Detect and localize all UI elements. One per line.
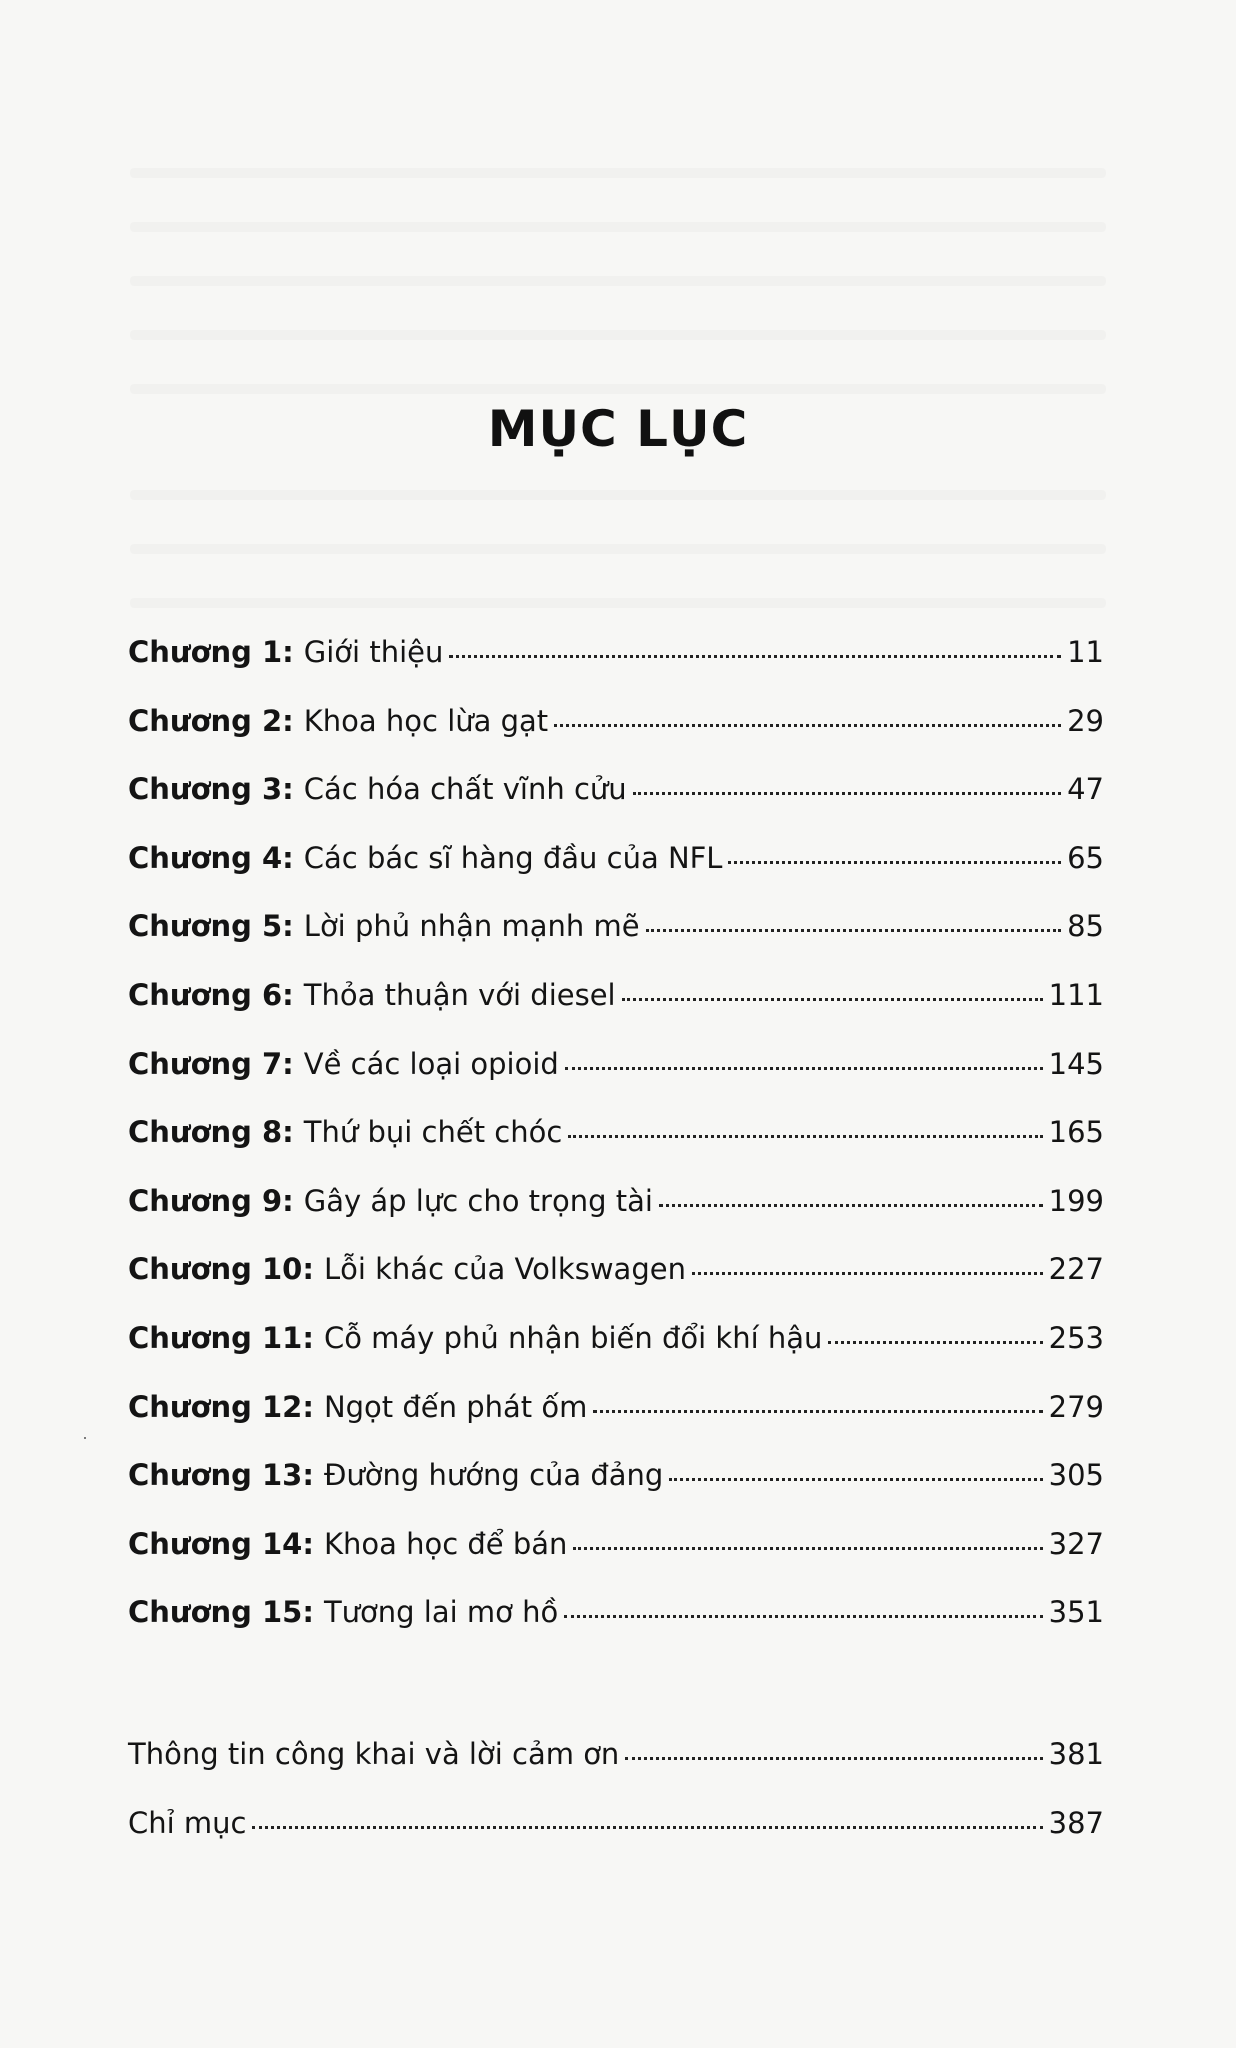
dot-leader (646, 929, 1062, 932)
page-number: 253 (1048, 1320, 1104, 1355)
bleed-through-line (130, 598, 1106, 608)
page-number: 85 (1067, 909, 1104, 944)
table-of-contents (128, 635, 1104, 1667)
bleed-through-line (130, 384, 1106, 394)
toc-entry[interactable] (128, 635, 1104, 707)
chapter-label: Chương 14: (128, 1526, 314, 1561)
page-number: 227 (1048, 1252, 1104, 1287)
chapter-label: Chương 2: (128, 703, 294, 738)
toc-entry[interactable] (128, 703, 1104, 776)
chapter-title: Gây áp lực cho trọng tài (303, 1183, 653, 1218)
dot-leader (449, 655, 1061, 658)
chapter-title: Cỗ máy phủ nhận biến đổi khí hậu (323, 1320, 823, 1355)
bleed-through-line (130, 330, 1106, 340)
toc-entry[interactable] (128, 772, 1104, 844)
dot-leader (593, 1410, 1042, 1413)
chapter-label: Chương 6: (128, 977, 294, 1012)
chapter-title: Thỏa thuận với diesel (303, 977, 616, 1012)
page-number: 387 (1048, 1805, 1104, 1840)
bleed-through-line (130, 222, 1106, 232)
dot-leader (564, 1615, 1042, 1618)
toc-entry[interactable] (128, 1389, 1104, 1462)
chapter-title: Các hóa chất vĩnh cửu (303, 772, 627, 807)
toc-entry[interactable] (128, 1595, 1104, 1667)
chapter-label: Chương 1: (128, 635, 294, 669)
page-number: 29 (1067, 703, 1104, 738)
dot-leader (554, 724, 1061, 727)
page-number: 305 (1048, 1458, 1104, 1493)
chapter-title: Ngọt đến phát ốm (323, 1389, 588, 1424)
chapter-label: Chương 9: (128, 1183, 294, 1218)
dot-leader (622, 998, 1043, 1001)
chapter-title: Đường hướng của đảng (323, 1458, 664, 1493)
dot-leader (573, 1547, 1042, 1550)
section-title: Chỉ mục (128, 1805, 247, 1840)
toc-entry[interactable] (128, 840, 1104, 913)
page-number: 111 (1048, 977, 1104, 1012)
dot-leader (692, 1272, 1043, 1275)
chapter-label: Chương 8: (128, 1115, 294, 1150)
toc-entry[interactable] (128, 1526, 1104, 1599)
toc-entry[interactable] (128, 1805, 1104, 1878)
page-number: 65 (1067, 840, 1104, 875)
chapter-title: Khoa học lừa gạt (303, 703, 549, 738)
bleed-through-line (130, 276, 1106, 286)
chapter-title: Tương lai mơ hồ (323, 1595, 559, 1630)
page-number: 165 (1048, 1115, 1104, 1150)
page-number: 327 (1048, 1526, 1104, 1561)
toc-entry[interactable] (128, 1458, 1104, 1530)
bleed-through-line (130, 168, 1106, 178)
chapter-label: Chương 3: (128, 772, 294, 807)
chapter-title: Về các loại opioid (303, 1046, 559, 1081)
chapter-label: Chương 15: (128, 1595, 314, 1630)
dot-leader (252, 1826, 1042, 1829)
chapter-label: Chương 12: (128, 1389, 314, 1424)
dot-leader (633, 792, 1061, 795)
back-matter-list (128, 1737, 1104, 1877)
page-number: 279 (1048, 1389, 1104, 1424)
chapter-label: Chương 10: (128, 1252, 314, 1287)
page-title: MỤC LỤC (487, 400, 749, 458)
toc-entry[interactable] (128, 1046, 1104, 1119)
chapter-title: Lỗi khác của Volkswagen (323, 1252, 686, 1287)
page-number: 47 (1067, 772, 1104, 807)
toc-entry[interactable] (128, 1320, 1104, 1393)
toc-entry[interactable] (128, 1115, 1104, 1187)
chapter-label: Chương 4: (128, 840, 294, 875)
page-number: 11 (1067, 635, 1104, 669)
toc-entry[interactable] (128, 1252, 1104, 1324)
chapter-label: Chương 7: (128, 1046, 294, 1081)
page-number: 351 (1048, 1595, 1104, 1630)
page-number: 145 (1048, 1046, 1104, 1081)
chapter-title: Giới thiệu (303, 635, 444, 669)
dot-leader (669, 1478, 1042, 1481)
dot-leader (565, 1067, 1043, 1070)
toc-entry[interactable] (128, 1183, 1104, 1256)
section-title: Thông tin công khai và lời cảm ơn (128, 1737, 620, 1771)
page-number: 381 (1048, 1737, 1104, 1771)
dot-leader (728, 861, 1061, 864)
bleed-through-line (130, 490, 1106, 500)
page-number: 199 (1048, 1183, 1104, 1218)
chapter-label: Chương 11: (128, 1320, 314, 1355)
toc-entry[interactable] (128, 909, 1104, 981)
chapter-title: Khoa học để bán (323, 1526, 568, 1561)
dot-leader (568, 1135, 1042, 1138)
toc-entry[interactable] (128, 977, 1104, 1050)
chapter-title: Các bác sĩ hàng đầu của NFL (303, 840, 723, 875)
dot-leader (828, 1341, 1042, 1344)
chapter-label: Chương 5: (128, 909, 294, 944)
dot-leader (659, 1204, 1043, 1207)
chapter-label: Chương 13: (128, 1458, 314, 1493)
margin-speck (84, 1437, 86, 1439)
chapter-title: Lời phủ nhận mạnh mẽ (303, 909, 640, 944)
dot-leader (625, 1757, 1042, 1760)
toc-entry[interactable] (128, 1737, 1104, 1809)
chapter-title: Thứ bụi chết chóc (303, 1115, 563, 1150)
bleed-through-line (130, 544, 1106, 554)
